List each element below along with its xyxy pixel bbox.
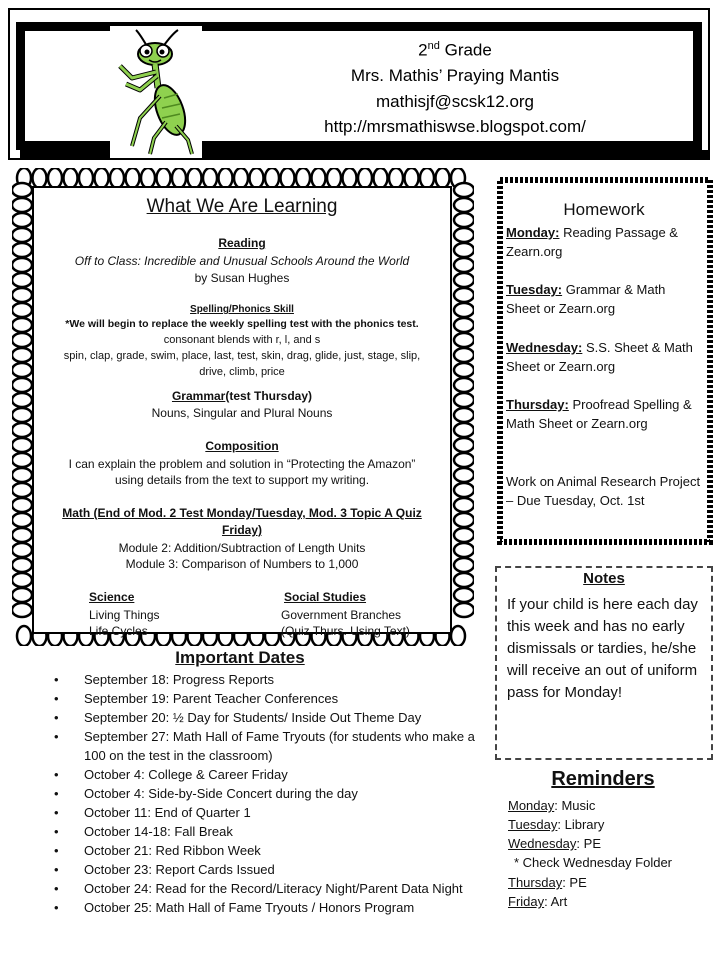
reminders-title — [496, 768, 710, 791]
science-line-1: Living Things — [89, 608, 160, 622]
learning-panel — [32, 186, 452, 638]
notes-title-text: Notes — [583, 570, 625, 587]
grammar-heading: Grammar — [171, 389, 226, 403]
date-item: • October 24: Read for the Record/Literacy Night/Parent Data Night — [54, 879, 484, 898]
grade-line — [200, 40, 710, 61]
notes-text: If your child is here each day this week and has no early dismissals or tardies, he/she will receive an out of uniform pass for Monday! — [507, 596, 698, 701]
composition-heading: Composition — [205, 439, 279, 453]
math-heading-2: Friday) — [221, 523, 262, 537]
homework-day-label: Wednesday: — [506, 340, 583, 355]
reminder-item — [514, 853, 672, 872]
notes-title — [497, 570, 711, 587]
homework-day-text: Reading Passage & Zearn.org — [506, 225, 678, 259]
reading-heading: Reading — [218, 236, 266, 250]
reminder-item — [508, 834, 601, 853]
composition-line-1: I can explain the problem and solution in “Protecting the Amazon” — [68, 457, 416, 471]
grade-suffix: nd — [427, 40, 440, 52]
teacher-email: mathisjf@scsk12.org — [375, 92, 535, 111]
reminder-day: Friday — [508, 894, 545, 909]
social-studies-heading: Social Studies — [284, 590, 367, 604]
notes-panel — [495, 566, 713, 760]
homework-monday — [506, 223, 702, 261]
praying-mantis-image — [110, 26, 202, 158]
grammar-text: Nouns, Singular and Plural Nouns — [151, 406, 333, 420]
reading-author: by Susan Hughes — [194, 271, 290, 285]
reminder-text: : Library — [557, 817, 605, 832]
date-item: • September 18: Progress Reports — [54, 670, 484, 689]
homework-day-text: S.S. Sheet & Math Sheet or Zearn.org — [506, 340, 693, 374]
science-heading: Science — [89, 590, 135, 604]
date-item: • September 19: Parent Teacher Conferences — [54, 689, 484, 708]
reminder-item — [508, 873, 587, 892]
important-dates-list — [54, 670, 484, 917]
date-item: • October 21: Red Ribbon Week — [54, 841, 484, 860]
learning-title: What We Are Learning — [146, 196, 338, 217]
date-item: • October 4: Side-by-Side Concert during the day — [54, 784, 484, 803]
date-item: • October 25: Math Hall of Fame Tryouts / Honors Program — [54, 898, 484, 917]
reminders-title-text: Reminders — [551, 768, 655, 790]
date-item: • September 27: Math Hall of Fame Tryouts (for students who make a 100 on the test in the classroom) — [54, 727, 484, 765]
grammar-heading-line — [34, 388, 450, 404]
reminder-item — [508, 796, 595, 815]
homework-panel — [506, 186, 704, 536]
date-item: • October 4: College & Career Friday — [54, 765, 484, 784]
blog-url: http://mrsmathiswse.blogspot.com/ — [324, 117, 586, 136]
homework-day-label: Monday: — [506, 225, 560, 240]
reminder-text: : Art — [544, 894, 568, 909]
spelling-words-1: spin, clap, grade, swim, place, last, test, skin, drag, glide, just, stage, slip, — [63, 350, 421, 362]
date-item: • October 23: Report Cards Issued — [54, 860, 484, 879]
homework-day-text: Proofread Spelling & Math Sheet or Zearn.org — [506, 397, 692, 431]
homework-tuesday — [506, 280, 702, 318]
spelling-note: *We will begin to replace the weekly spelling test with the phonics test. — [65, 318, 419, 330]
reminder-text: : PE — [562, 875, 587, 890]
homework-project: Work on Animal Research Project – Due Tuesday, Oct. 1st — [506, 474, 701, 508]
spelling-words-2: drive, climb, price — [199, 366, 285, 378]
date-item: • September 20: ½ Day for Students/ Inside Out Theme Day — [54, 708, 484, 727]
homework-wednesday — [506, 338, 702, 376]
reminder-day: Tuesday — [508, 817, 558, 832]
composition-line-2: using details from the text to support my writing. — [114, 473, 370, 487]
grade-word: Grade — [444, 40, 492, 60]
reminder-item — [508, 815, 604, 834]
teacher-name: Mrs. Mathis’ Praying Mantis — [350, 66, 560, 85]
reminder-item — [508, 892, 567, 911]
homework-day-label: Thursday: — [506, 397, 569, 412]
math-line-1: Module 2: Addition/Subtraction of Length Units — [118, 541, 366, 555]
important-dates-title: Important Dates — [175, 648, 305, 667]
reading-book: Off to Class: Incredible and Unusual Schools Around the World — [74, 254, 410, 268]
reminder-text: * Check Wednesday Folder — [514, 855, 673, 870]
reminder-day: Thursday — [508, 875, 563, 890]
spelling-skill: consonant blends with r, l, and s — [163, 334, 321, 346]
grade-number: 2 — [418, 40, 428, 60]
reminder-text: : PE — [576, 836, 601, 851]
homework-day-text: Grammar & Math Sheet or Zearn.org — [506, 282, 666, 316]
math-line-2: Module 3: Comparison of Numbers to 1,000 — [125, 557, 359, 571]
reminder-day: Wednesday — [508, 836, 577, 851]
date-item: • October 14-18: Fall Break — [54, 822, 484, 841]
spelling-heading: Spelling/Phonics Skill — [190, 304, 294, 315]
homework-day-label: Tuesday: — [506, 282, 563, 297]
date-item: • October 11: End of Quarter 1 — [54, 803, 484, 822]
homework-title: Homework — [563, 200, 645, 219]
science-line-2: Life Cycles — [89, 624, 148, 638]
math-heading-1: Math (End of Mod. 2 Test Monday/Tuesday, Mod. 3 Topic A Quiz — [62, 506, 422, 520]
grammar-test-note: (test Thursday) — [225, 389, 313, 403]
homework-thursday — [506, 395, 702, 433]
reminder-text: : Music — [554, 798, 596, 813]
reminder-day: Monday — [508, 798, 555, 813]
social-studies-line-1: Government Branches — [281, 608, 402, 622]
social-studies-line-2: (Quiz Thurs. Using Text) — [281, 624, 410, 638]
